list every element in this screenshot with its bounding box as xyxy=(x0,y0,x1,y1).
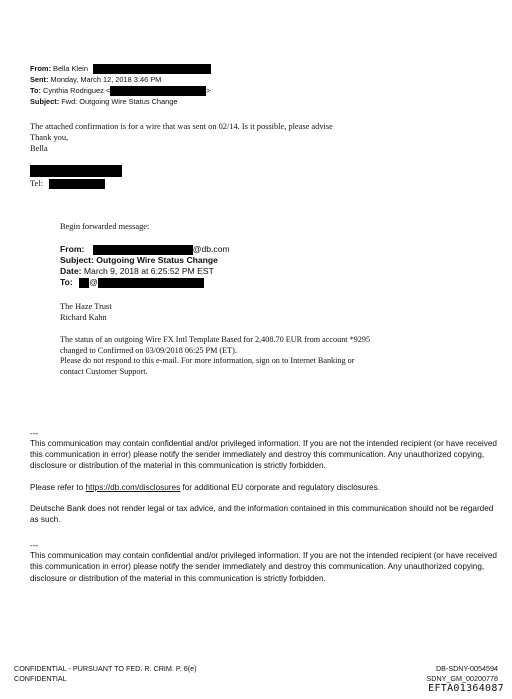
confidentiality-notice: This communication may contain confidential and/or privileged information. If you are not the intended recipient (or have received this communication in error) please notify the sender immediately and destroy this communication. Any unauthorized copying, disclosure or distribution of the material in this communication is strictly forbidden. xyxy=(30,551,497,583)
bates-stamp: EFTA01364087 xyxy=(428,683,504,694)
disclaimer-block xyxy=(30,429,500,584)
message-line-2: Thank you, xyxy=(30,133,69,142)
message-line-3: Bella xyxy=(30,144,48,153)
confidentiality-notice: This communication may contain confidential and/or privileged information. If you are not the intended recipient (or have received this communication in error) please notify the sender immediately and destroy this communication. Any unauthorized copying, disclosure or distribution of the material in this communication is strictly forbidden. xyxy=(30,439,497,471)
forwarded-subject: Subject: Outgoing Wire Status Change xyxy=(60,255,218,265)
header-sent-value: Monday, March 12, 2018 3:46 PM xyxy=(50,75,162,84)
forwarded-subject-value: Outgoing Wire Status Change xyxy=(96,255,218,265)
forwarded-date: Date: March 9, 2018 at 6:25:52 PM EST xyxy=(60,266,214,276)
signature-redaction xyxy=(30,165,122,177)
disclosures-link[interactable]: https://db.com/disclosures xyxy=(85,482,181,492)
redaction-box xyxy=(93,245,193,255)
forwarded-to: To: @ xyxy=(60,277,204,288)
header-subject-value: Fwd: Outgoing Wire Status Change xyxy=(61,97,178,106)
forwarded-intro: Begin forwarded message: xyxy=(60,222,150,231)
redaction-box xyxy=(110,86,206,96)
forwarded-date-value: March 9, 2018 at 6:25:52 PM EST xyxy=(83,266,214,276)
separator: --- xyxy=(30,541,39,551)
footer-right: DB-SDNY-0054594 SDNY_GM_00200778 xyxy=(426,664,498,683)
header-from: From: Bella Klein xyxy=(30,64,211,75)
redaction-box xyxy=(79,278,89,288)
redaction-box xyxy=(93,64,211,74)
footer-left: CONFIDENTIAL - PURSUANT TO FED. R. CRIM. P. 6(e) CONFIDENTIAL xyxy=(14,664,197,683)
header-from-value: Bella Klein xyxy=(53,64,88,73)
forwarded-from-domain: @db.com xyxy=(192,244,230,254)
redaction-box xyxy=(49,179,105,189)
signature-tel: Tel: xyxy=(30,179,105,190)
header-to: To: Cynthia Rodriguez < > xyxy=(30,86,211,95)
header-to-value: Cynthia Rodriguez < xyxy=(43,86,111,95)
separator: --- xyxy=(30,429,39,438)
forwarded-addressee: The Haze Trust Richard Kahn xyxy=(60,302,112,322)
disclosure-reference: Please refer to https://db.com/disclosures for additional EU corporate and regulatory disclosures. xyxy=(30,482,380,492)
forwarded-body: The status of an outgoing Wire FX Intl Template Based for 2,408.70 EUR from account *9295 changed to Confirmed on 03/09/2018 06:25 PM (ET). Please do not respond to this e-mail. For more information, sign on to Internet Banking or contact Customer Support. xyxy=(60,335,371,376)
redaction-box xyxy=(98,278,204,288)
forwarded-from: From: @db.com xyxy=(60,244,230,254)
header-sent: Sent: Monday, March 12, 2018 3:46 PM xyxy=(30,75,162,84)
no-advice-notice: Deutsche Bank does not render legal or tax advice, and the information contained in this communication should not be regarded as such. xyxy=(30,503,494,525)
message-line-1: The attached confirmation is for a wire that was sent on 02/14. Is it possible, please advise xyxy=(30,122,333,131)
header-subject: Subject: Fwd: Outgoing Wire Status Change xyxy=(30,97,178,106)
